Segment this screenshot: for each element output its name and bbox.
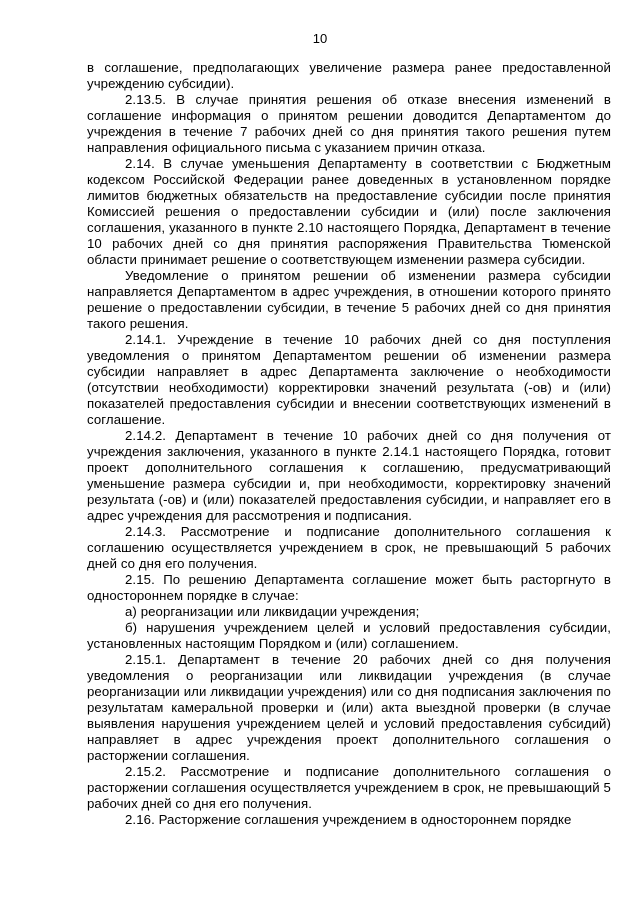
paragraph-continuation: в соглашение, предполагающих увеличение размера ранее предоставленной учреждению субсидии).	[87, 60, 611, 91]
paragraph-2-14-1: 2.14.1. Учреждение в течение 10 рабочих дней со дня поступления уведомления о принятом Департаментом решении об изменении размера субсидии направляет в адрес Департамента заключение о необходимости (отсутствии необходимости) корректировки значений результата (-ов) и (или) показателей предоставления субсидии и внесении соответствующих изменений в соглашение.	[87, 332, 611, 427]
page-number: 10	[312, 31, 328, 46]
paragraph-2-15-2: 2.15.2. Рассмотрение и подписание дополнительного соглашения о расторжении соглашения осуществляется учреждением в срок, не превышающий 5 рабочих дней со дня его получения.	[87, 764, 611, 811]
paragraph-notification: Уведомление о принятом решении об изменении размера субсидии направляется Департаментом в адрес учреждения, в отношении которого принято решение о предоставлении субсидии, в течение 5 рабочих дней со дня принятия такого решения.	[87, 268, 611, 331]
list-item-b: б) нарушения учреждением целей и условий предоставления субсидии, установленных настоящим Порядком и (или) соглашением.	[87, 620, 611, 651]
list-item-a: а) реорганизации или ликвидации учреждения;	[125, 604, 420, 619]
paragraph-2-14-2: 2.14.2. Департамент в течение 10 рабочих дней со дня получения от учреждения заключения, указанного в пункте 2.14.1 настоящего Порядка, готовит проект дополнительного соглашения к соглашению, предусматривающий уменьшение размера субсидии и, при необходимости, корректировку значений результата (-ов) и (или) показателей предоставления субсидии, и направляет его в адрес учреждения для рассмотрения и подписания.	[87, 428, 611, 523]
paragraph-2-14: 2.14. В случае уменьшения Департаменту в соответствии с Бюджетным кодексом Российской Федерации ранее доведенных в установленном порядке лимитов бюджетных обязательств на предоставление субсидии после принятия Комиссией решения о предоставлении субсидии и (или) после заключения соглашения, указанного в пункте 2.10 настоящего Порядка, Департамент в течение 10 рабочих дней со дня принятия распоряжения Правительства Тюменской области принимает решение о соответствующем изменении размера субсидии.	[87, 156, 611, 267]
paragraph-2-14-3: 2.14.3. Рассмотрение и подписание дополнительного соглашения к соглашению осуществляется учреждением в срок, не превышающий 5 рабочих дней со дня его получения.	[87, 524, 611, 571]
paragraph-2-15: 2.15. По решению Департамента соглашение может быть расторгнуто в одностороннем порядке в случае:	[87, 572, 611, 603]
paragraph-2-15-1: 2.15.1. Департамент в течение 20 рабочих дней со дня получения уведомления о реорганизации или ликвидации учреждения (в случае реорганизации или ликвидации учреждения) или со дня подписания заключения по результатам камеральной проверки и (или) акта выездной проверки (в случае выявления нарушения учреждением целей и условий предоставления субсидий) направляет в адрес учреждения проект дополнительного соглашения о расторжении соглашения.	[87, 652, 611, 763]
document-body	[87, 60, 611, 828]
paragraph-2-16: 2.16. Расторжение соглашения учреждением в одностороннем порядке	[125, 812, 572, 827]
paragraph-2-13-5: 2.13.5. В случае принятия решения об отказе внесения изменений в соглашение информация о принятом решении доводится Департаментом до учреждения в течение 7 рабочих дней со дня принятия такого решения путем направления официального письма с указанием причин отказа.	[87, 92, 611, 155]
